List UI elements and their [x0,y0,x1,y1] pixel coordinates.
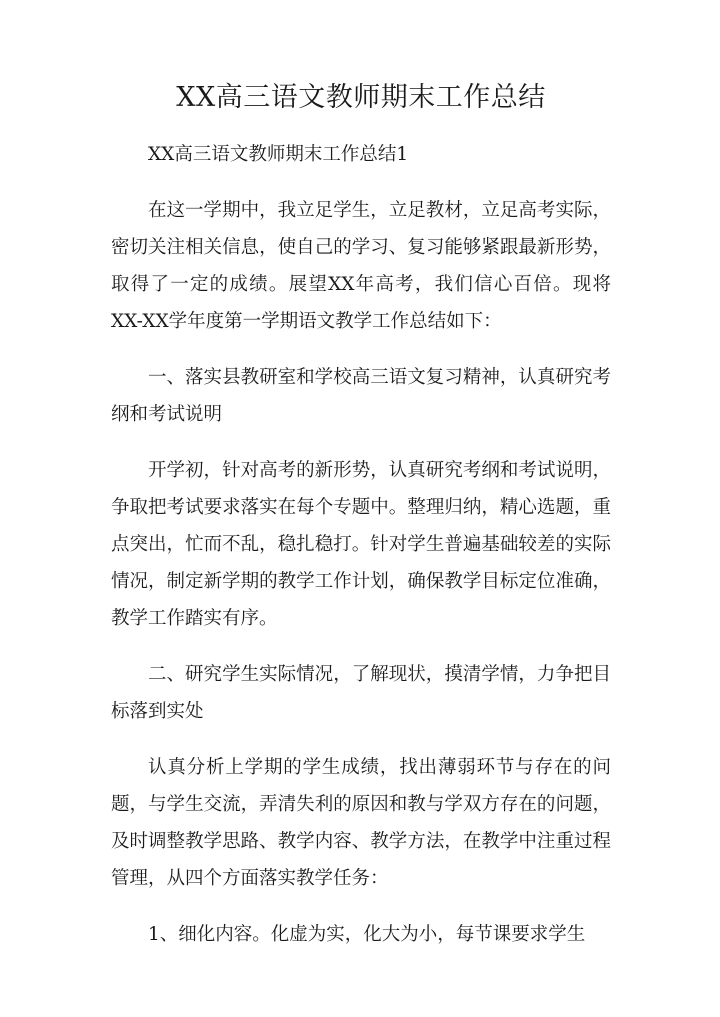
paragraph-section-2: 认真分析上学期的学生成绩，找出薄弱环节与存在的问题，与学生交流，弄清失利的原因和教与学双方存在的问题，及时调整教学思路、教学内容、教学方法，在教学中注重过程管理，从四个方面落实教学任务： [111,757,611,889]
list-item-1: 1、细化内容。化虚为实，化大为小，每节课要求学生 [148,924,586,945]
document-title: XX高三语文教师期末工作总结 [176,82,546,113]
document-page [111,78,611,972]
document-subtitle: XX高三语文教师期末工作总结1 [148,144,409,165]
section-heading-1: 一、落实县教研室和学校高三语文复习精神，认真研究考纲和考试说明 [111,367,611,425]
paragraph-section-1: 开学初，针对高考的新形势，认真研究考纲和考试说明，争取把考试要求落实在每个专题中。整理归纳，精心选题，重点突出，忙而不乱，稳扎稳打。针对学生普遍基础较差的实际情况，制定新学期的教学工作计划，确保教学目标定位准确，教学工作踏实有序。 [111,460,611,629]
paragraph-intro: 在这一学期中，我立足学生，立足教材，立足高考实际，密切关注相关信息，使自己的学习、复习能够紧跟最新形势，取得了一定的成绩。展望XX年高考，我们信心百倍。现将XX-XX学年度第一学期语文教学工作总结如下： [111,200,611,332]
section-heading-2: 二、研究学生实际情况，了解现状，摸清学情，力争把目标落到实处 [111,664,611,722]
